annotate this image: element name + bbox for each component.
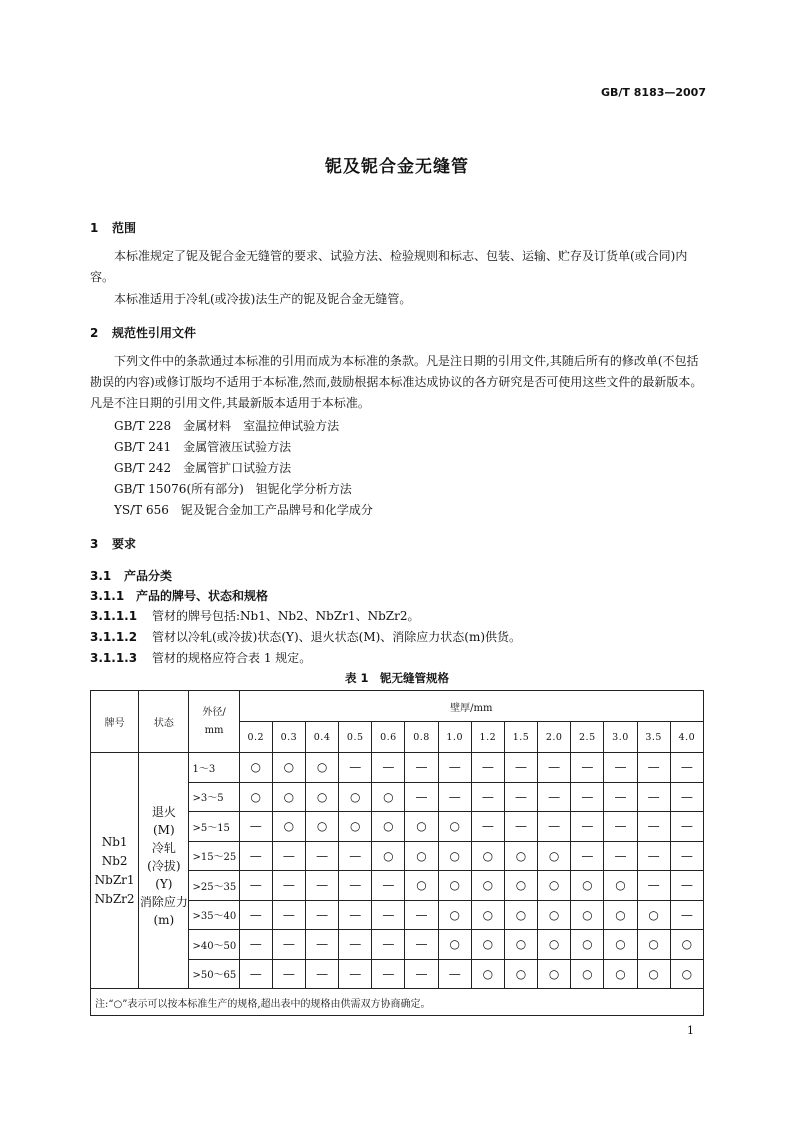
clause-number: 3.1.1.2 — [90, 630, 138, 644]
availability-cell: ○ — [438, 841, 471, 871]
standard-number: GB/T 8183—2007 — [601, 86, 706, 99]
thickness-header: 2.0 — [538, 722, 571, 753]
outer-diameter-cell: >3～5 — [189, 782, 239, 812]
availability-cell: ○ — [604, 871, 637, 901]
availability-cell: — — [405, 753, 438, 783]
outer-diameter-cell: >35～40 — [189, 900, 239, 930]
section-1-paragraph-1: 本标准规定了铌及铌合金无缝管的要求、试验方法、检验规则和标志、包装、运输、贮存及订货单(或合同)内容。 — [90, 249, 688, 284]
availability-cell: — — [239, 871, 272, 901]
clause-text: 管材的牌号包括:Nb1、Nb2、NbZr1、NbZr2。 — [152, 609, 420, 623]
availability-cell: ○ — [504, 959, 537, 989]
thickness-header: 0.8 — [405, 722, 438, 753]
availability-cell: — — [670, 812, 703, 842]
subsection-title: 产品分类 — [124, 569, 173, 583]
availability-cell: ○ — [670, 930, 703, 960]
availability-cell: — — [571, 782, 604, 812]
availability-cell: — — [372, 900, 405, 930]
availability-cell: — — [538, 753, 571, 783]
section-title: 要求 — [112, 537, 137, 551]
state-item: (冷拔) — [147, 859, 181, 873]
clause-number: 3.1.1.3 — [90, 651, 138, 665]
outer-diameter-cell: >5～15 — [189, 812, 239, 842]
availability-cell: — — [438, 753, 471, 783]
availability-cell: — — [670, 900, 703, 930]
availability-cell: ○ — [538, 930, 571, 960]
availability-cell: — — [239, 841, 272, 871]
availability-cell: ○ — [504, 930, 537, 960]
availability-cell: — — [504, 782, 537, 812]
availability-cell: ○ — [604, 930, 637, 960]
outer-diameter-cell: >50～65 — [189, 959, 239, 989]
availability-cell: — — [405, 959, 438, 989]
availability-cell: ○ — [306, 782, 339, 812]
availability-cell: ○ — [339, 812, 372, 842]
availability-cell: — — [306, 959, 339, 989]
availability-cell: — — [571, 841, 604, 871]
header-state: 状态 — [139, 691, 189, 753]
availability-cell: — — [405, 782, 438, 812]
availability-cell: ○ — [239, 753, 272, 783]
availability-cell: — — [239, 900, 272, 930]
availability-cell: ○ — [372, 841, 405, 871]
availability-cell: — — [339, 930, 372, 960]
outer-diameter-cell: >15～25 — [189, 841, 239, 871]
spec-table — [90, 690, 704, 1016]
availability-cell: — — [239, 812, 272, 842]
table-caption: 表 1 铌无缝管规格 — [344, 671, 449, 685]
grade-item: NbZr2 — [94, 891, 135, 906]
thickness-header: 1.5 — [504, 722, 537, 753]
section-1-paragraph-2: 本标准适用于冷轧(或冷拔)法生产的铌及铌合金无缝管。 — [114, 292, 412, 306]
availability-cell: — — [239, 959, 272, 989]
thickness-header: 0.4 — [306, 722, 339, 753]
availability-cell: ○ — [339, 782, 372, 812]
clause-text: 管材的规格应符合表 1 规定。 — [152, 651, 312, 665]
availability-cell: ○ — [538, 959, 571, 989]
availability-cell: — — [339, 841, 372, 871]
availability-cell: — — [604, 841, 637, 871]
availability-cell: — — [306, 871, 339, 901]
reference-item: GB/T 15076(所有部分) 钽铌化学分析方法 — [114, 482, 352, 496]
availability-cell: — — [504, 753, 537, 783]
state-item: 消除应力 — [139, 895, 188, 909]
thickness-header: 0.6 — [372, 722, 405, 753]
availability-cell: — — [604, 782, 637, 812]
availability-cell: ○ — [405, 871, 438, 901]
availability-cell: — — [504, 812, 537, 842]
availability-cell: — — [272, 959, 305, 989]
availability-cell: ○ — [306, 753, 339, 783]
availability-cell: — — [339, 959, 372, 989]
availability-cell: ○ — [604, 959, 637, 989]
section-3-heading — [90, 535, 136, 552]
grade-item: NbZr1 — [94, 872, 135, 887]
availability-cell: ○ — [471, 930, 504, 960]
availability-cell: ○ — [504, 841, 537, 871]
availability-cell: — — [604, 812, 637, 842]
state-item: (m) — [153, 913, 175, 927]
availability-cell: ○ — [438, 812, 471, 842]
grade-cell — [91, 753, 139, 989]
availability-cell: — — [571, 812, 604, 842]
availability-cell: — — [637, 841, 670, 871]
grade-item: Nb1 — [101, 834, 128, 849]
availability-cell: ○ — [637, 959, 670, 989]
availability-cell: — — [405, 900, 438, 930]
availability-cell: ○ — [405, 841, 438, 871]
availability-cell: ○ — [637, 930, 670, 960]
reference-item: YS/T 656 铌及铌合金加工产品牌号和化学成分 — [114, 503, 373, 517]
availability-cell: ○ — [538, 871, 571, 901]
availability-cell: — — [604, 753, 637, 783]
availability-cell: ○ — [504, 900, 537, 930]
availability-cell: — — [405, 930, 438, 960]
availability-cell: — — [339, 871, 372, 901]
availability-cell: — — [637, 871, 670, 901]
availability-cell: — — [670, 753, 703, 783]
availability-cell: ○ — [272, 753, 305, 783]
availability-cell: — — [538, 812, 571, 842]
availability-cell: — — [670, 841, 703, 871]
clause-number: 3.1.1.1 — [90, 609, 138, 623]
clause-3-1-1-3 — [90, 649, 311, 666]
availability-cell: ○ — [239, 782, 272, 812]
availability-cell: — — [306, 900, 339, 930]
availability-cell: ○ — [471, 959, 504, 989]
availability-cell: ○ — [637, 900, 670, 930]
outer-diameter-cell: >40～50 — [189, 930, 239, 960]
availability-cell: — — [272, 871, 305, 901]
section-2-heading — [90, 324, 196, 341]
state-item: (Y) — [155, 877, 173, 891]
thickness-header: 0.5 — [339, 722, 372, 753]
availability-cell: — — [339, 900, 372, 930]
availability-cell: — — [272, 930, 305, 960]
availability-cell: ○ — [471, 900, 504, 930]
availability-cell: — — [471, 753, 504, 783]
section-number: 3 — [90, 537, 99, 551]
state-item: 退火 — [151, 805, 176, 819]
thickness-header: 0.2 — [239, 722, 272, 753]
subsection-number: 3.1 — [90, 569, 112, 583]
header-outer-diameter — [189, 691, 239, 753]
availability-cell: — — [637, 812, 670, 842]
availability-cell: — — [538, 782, 571, 812]
section-title: 规范性引用文件 — [112, 326, 197, 340]
clause-3-1-1-1 — [90, 607, 419, 624]
state-item: (M) — [153, 823, 175, 837]
availability-cell: ○ — [438, 871, 471, 901]
availability-cell: — — [306, 930, 339, 960]
section-title: 范围 — [112, 221, 137, 235]
state-cell — [139, 753, 189, 989]
header-od-label: 外径/ — [202, 706, 226, 718]
reference-item: GB/T 242 金属管扩口试验方法 — [114, 461, 292, 475]
thickness-header: 1.2 — [471, 722, 504, 753]
availability-cell: ○ — [405, 812, 438, 842]
header-wall-thickness: 壁厚/mm — [239, 691, 703, 722]
reference-item: GB/T 241 金属管液压试验方法 — [114, 440, 292, 454]
availability-cell: — — [372, 959, 405, 989]
subsection-3-1-heading — [90, 567, 172, 584]
availability-cell: — — [272, 841, 305, 871]
availability-cell: — — [339, 753, 372, 783]
availability-cell: ○ — [604, 900, 637, 930]
availability-cell: ○ — [471, 841, 504, 871]
header-od-unit: mm — [204, 724, 224, 736]
availability-cell: — — [239, 930, 272, 960]
availability-cell: ○ — [471, 871, 504, 901]
table-note: 注:“○”表示可以按本标准生产的规格,超出表中的规格由供需双方协商确定。 — [91, 989, 704, 1016]
availability-cell: ○ — [438, 930, 471, 960]
grade-item: Nb2 — [101, 853, 128, 868]
section-2-paragraph: 下列文件中的条款通过本标准的引用而成为本标准的条款。凡是注日期的引用文件,其随后所有的修改单(不包括勘误的内容)或修订版均不适用于本标准,然而,鼓励根据本标准达成协议的各方研究是否可使用这些文件的最新版本。凡是不注日期的引用文件,其最新版本适用于本标准。 — [90, 354, 703, 410]
thickness-header: 3.0 — [604, 722, 637, 753]
availability-cell: — — [438, 959, 471, 989]
availability-cell: — — [372, 930, 405, 960]
availability-cell: ○ — [372, 782, 405, 812]
header-grade: 牌号 — [91, 691, 139, 753]
availability-cell: — — [471, 812, 504, 842]
availability-cell: ○ — [571, 871, 604, 901]
thickness-header: 2.5 — [571, 722, 604, 753]
section-number: 2 — [90, 326, 99, 340]
state-item: 冷轧 — [151, 841, 176, 855]
availability-cell: ○ — [571, 959, 604, 989]
outer-diameter-cell: >25～35 — [189, 871, 239, 901]
availability-cell: ○ — [670, 959, 703, 989]
thickness-header: 0.3 — [272, 722, 305, 753]
subsection-3-1-1-heading — [90, 587, 268, 604]
availability-cell: ○ — [272, 782, 305, 812]
availability-cell: ○ — [306, 812, 339, 842]
availability-cell: ○ — [372, 812, 405, 842]
section-1-heading — [90, 219, 136, 236]
availability-cell: — — [637, 782, 670, 812]
thickness-header: 1.0 — [438, 722, 471, 753]
reference-item: GB/T 228 金属材料 室温拉伸试验方法 — [114, 419, 340, 433]
availability-cell: — — [471, 782, 504, 812]
clause-text: 管材以冷轧(或冷拔)状态(Y)、退火状态(M)、消除应力状态(m)供货。 — [152, 630, 522, 644]
subsection-title: 产品的牌号、状态和规格 — [136, 589, 269, 603]
availability-cell: — — [272, 900, 305, 930]
document-title: 铌及铌合金无缝管 — [325, 157, 469, 177]
availability-cell: ○ — [571, 900, 604, 930]
page-number: 1 — [687, 1024, 694, 1037]
availability-cell: — — [637, 753, 670, 783]
outer-diameter-cell: 1～3 — [189, 753, 239, 783]
thickness-header: 4.0 — [670, 722, 703, 753]
clause-3-1-1-2 — [90, 628, 521, 645]
availability-cell: — — [571, 753, 604, 783]
availability-cell: ○ — [571, 930, 604, 960]
availability-cell: — — [306, 841, 339, 871]
availability-cell: — — [670, 871, 703, 901]
availability-cell: — — [438, 782, 471, 812]
availability-cell: — — [372, 871, 405, 901]
thickness-header: 3.5 — [637, 722, 670, 753]
availability-cell: ○ — [438, 900, 471, 930]
availability-cell: ○ — [538, 900, 571, 930]
availability-cell: ○ — [272, 812, 305, 842]
availability-cell: — — [670, 782, 703, 812]
availability-cell: ○ — [538, 841, 571, 871]
section-number: 1 — [90, 221, 99, 235]
availability-cell: — — [372, 753, 405, 783]
availability-cell: ○ — [504, 871, 537, 901]
subsection-number: 3.1.1 — [90, 589, 125, 603]
